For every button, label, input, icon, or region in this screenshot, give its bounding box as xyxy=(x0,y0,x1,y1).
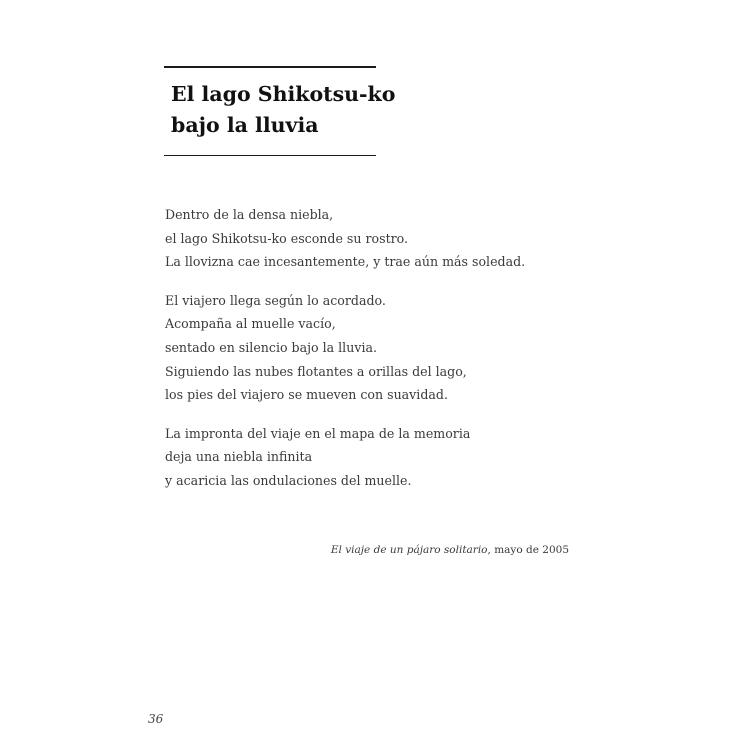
poem-attribution xyxy=(331,544,569,556)
poem-title-line-1: El lago Shikotsu-ko xyxy=(171,82,396,106)
verse-line: Dentro de la densa niebla, xyxy=(165,207,334,222)
verse-line: sentado en silencio bajo la lluvia. xyxy=(165,339,377,355)
attribution-book-title: El viaje de un pájaro solitario xyxy=(330,544,488,556)
poem-title-block xyxy=(164,66,396,156)
verse-line: Siguiendo las nubes flotantes a orillas del lago, xyxy=(165,363,467,379)
verse-line: deja una niebla infinita xyxy=(165,449,313,465)
page-number: 36 xyxy=(148,712,164,726)
stanza-3 xyxy=(165,422,585,493)
verse-line: el lago Shikotsu-ko esconde su rostro. xyxy=(165,230,409,246)
verse-line: La impronta del viaje en el mapa de la memoria xyxy=(165,425,471,441)
attribution-date: , mayo de 2005 xyxy=(487,544,569,556)
verse-line: La llovizna cae incesantemente, y trae aún más soledad. xyxy=(165,254,526,270)
verse-line: y acaricia las ondulaciones del muelle. xyxy=(165,472,412,488)
stanza-2 xyxy=(165,289,585,407)
verse-line: Acompaña al muelle vacío, xyxy=(165,316,336,332)
poem-body xyxy=(165,203,585,508)
stanza-1 xyxy=(165,203,585,274)
verse-line: El viajero llega según lo acordado. xyxy=(165,292,386,308)
verse-line: los pies del viajero se mueven con suavidad. xyxy=(165,387,448,403)
poem-title-line-2: bajo la lluvia xyxy=(171,113,319,137)
